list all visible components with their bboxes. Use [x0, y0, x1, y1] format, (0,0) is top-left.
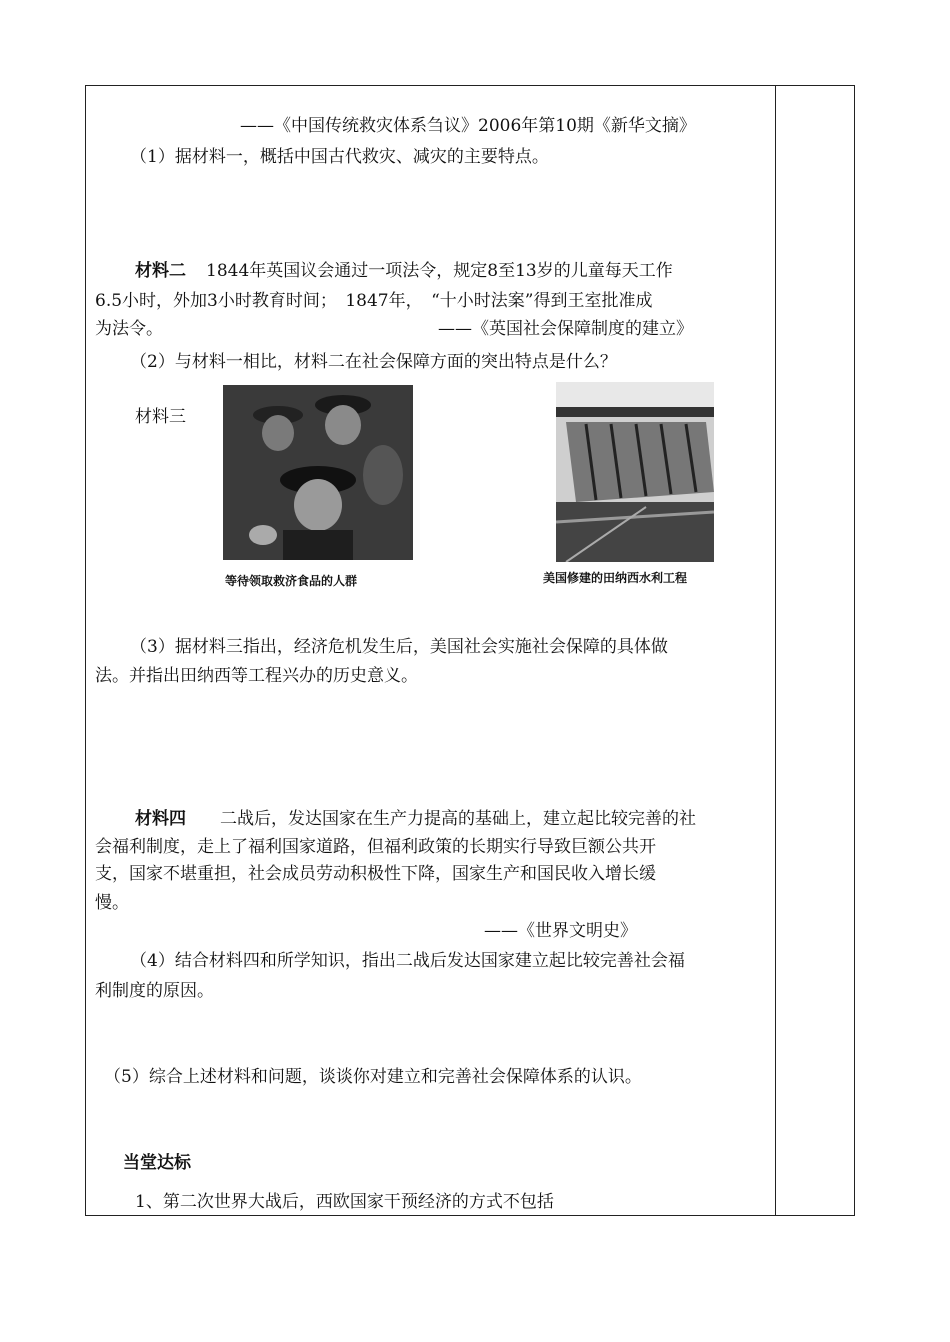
relief-queue-photo	[223, 385, 413, 560]
material-2-source: ——《英国社会保障制度的建立》	[438, 319, 693, 339]
question-1: （1）据材料一，概括中国古代救灾、减灾的主要特点。	[130, 147, 549, 167]
material-4-text: 二战后，发达国家在生产力提高的基础上，建立起比较完善的社	[220, 809, 696, 829]
material-3-label: 材料三	[135, 407, 186, 427]
material-4-line-3: 支，国家不堪重担，社会成员劳动积极性下降，国家生产和国民收入增长缓	[95, 864, 656, 884]
question-3-line-1: （3）据材料三指出，经济危机发生后，美国社会实施社会保障的具体做	[130, 637, 668, 657]
question-4-line-2: 利制度的原因。	[95, 981, 214, 1001]
material-2-label: 材料二	[135, 261, 186, 281]
question-5: （5）综合上述材料和问题，谈谈你对建立和完善社会保障体系的认识。	[104, 1067, 642, 1087]
question-3-line-2: 法。并指出田纳西等工程兴办的历史意义。	[95, 666, 418, 686]
tva-dam-photo-image	[556, 382, 714, 562]
material-4-line-2: 会福利制度，走上了福利国家道路，但福利政策的长期实行导致巨额公共开	[95, 837, 656, 857]
relief-queue-caption: 等待领取救济食品的人群	[225, 574, 358, 588]
exercise-1: 1、第二次世界大战后，西欧国家干预经济的方式不包括	[135, 1192, 554, 1212]
material-4-line-4: 慢。	[95, 893, 129, 913]
section-title: 当堂达标	[123, 1153, 191, 1173]
material-2-line-1	[135, 260, 673, 282]
material-4-label: 材料四	[135, 809, 186, 829]
column-divider	[775, 86, 776, 1215]
material-4-line-1	[135, 808, 696, 830]
tva-dam-caption: 美国修建的田纳西水利工程	[543, 571, 688, 585]
material-2-line-3: 为法令。	[95, 319, 163, 339]
material-4-source: ——《世界文明史》	[484, 921, 637, 941]
question-4-line-1: （4）结合材料四和所学知识，指出二战后发达国家建立起比较完善社会福	[130, 951, 685, 971]
source-citation-1: ——《中国传统救灾体系刍议》2006年第10期《新华文摘》	[240, 116, 696, 136]
material-2-line-2: 6.5小时，外加3小时教育时间； 1847年， “十小时法案”得到王室批准成	[95, 291, 653, 311]
tva-dam-photo	[556, 382, 714, 562]
relief-queue-photo-image	[223, 385, 413, 560]
question-2: （2）与材料一相比，材料二在社会保障方面的突出特点是什么？	[130, 352, 617, 372]
material-2-text: 1844年英国议会通过一项法令，规定8至13岁的儿童每天工作	[206, 261, 673, 281]
